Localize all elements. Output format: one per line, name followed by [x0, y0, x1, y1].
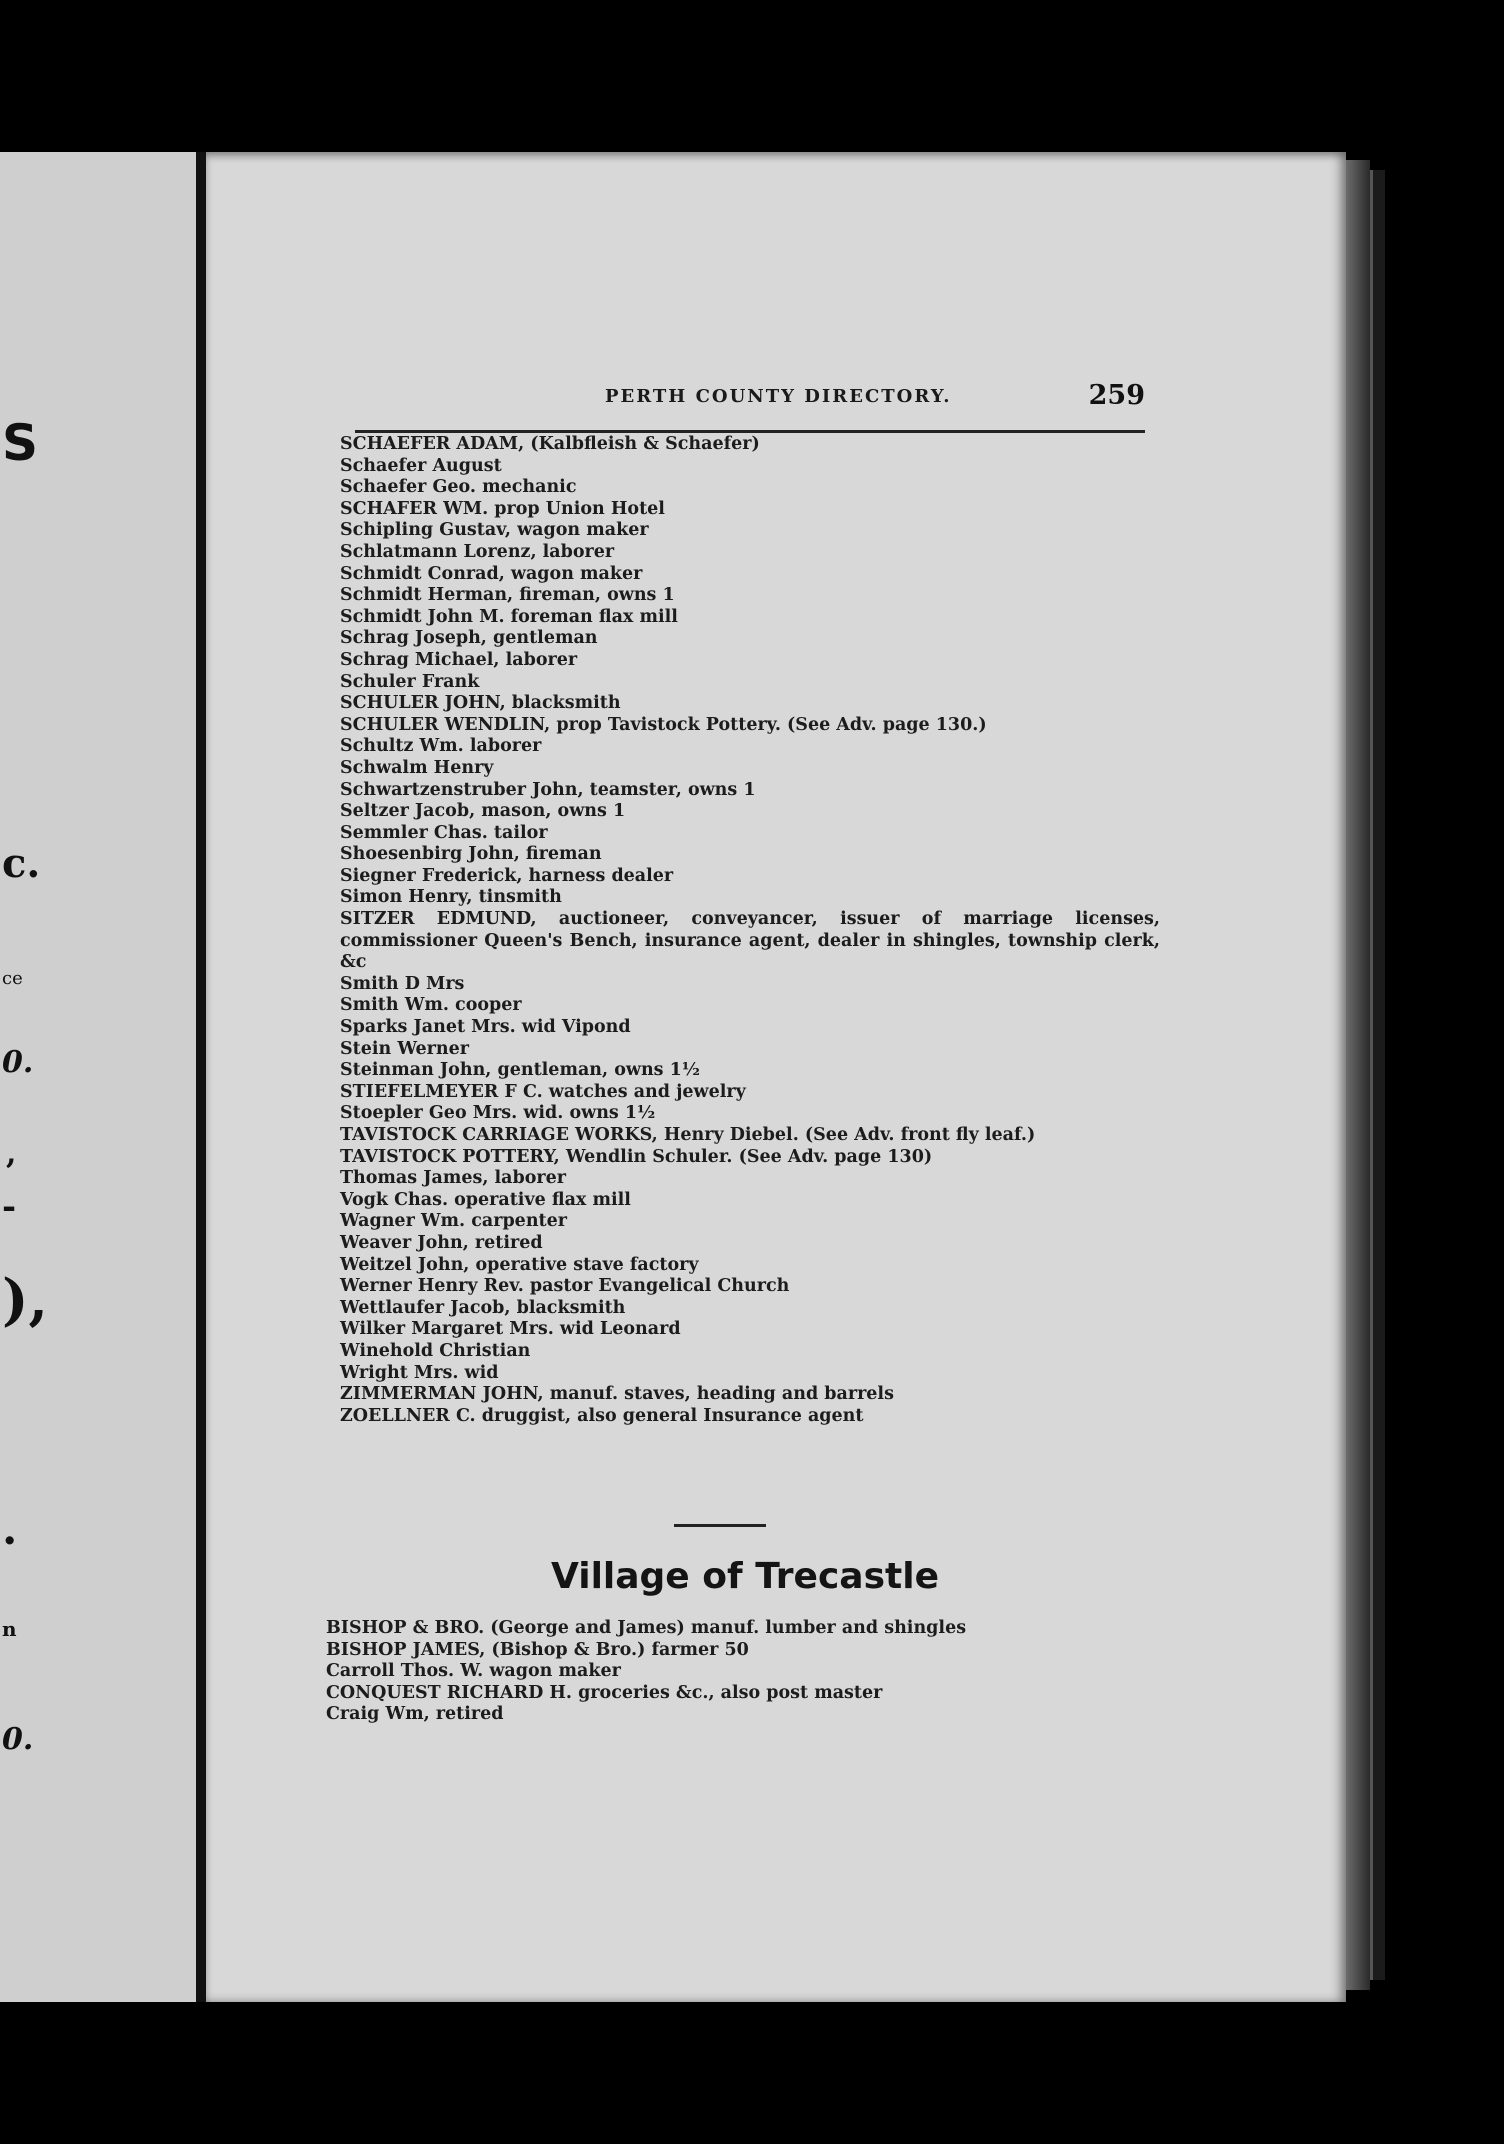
- facing-page-text: ce: [2, 968, 23, 989]
- directory-entry: Thomas James, laborer: [340, 1168, 566, 1189]
- directory-entry: Schwalm Henry: [340, 757, 494, 778]
- directory-entry: Schwartzenstruber John, teamster, owns 1: [340, 779, 756, 800]
- directory-entry: Wagner Wm. carpenter: [340, 1211, 567, 1232]
- directory-entry: Schmidt John M. foreman flax mill: [340, 606, 678, 627]
- directory-entry: Schlatmann Lorenz, laborer: [340, 541, 615, 562]
- directory-entry: Schaefer Geo. mechanic: [340, 477, 577, 498]
- directory-entry: Vogk Chas. operative flax mill: [340, 1189, 631, 1210]
- directory-entry: Werner Henry Rev. pastor Evangelical Church: [340, 1276, 790, 1297]
- section-divider: [674, 1524, 766, 1527]
- directory-entry: Schrag Joseph, gentleman: [340, 628, 598, 649]
- directory-entry: Smith D Mrs: [340, 973, 465, 994]
- directory-entry: Stein Werner: [340, 1038, 469, 1059]
- section-heading: Village of Trecastle: [551, 1556, 939, 1597]
- directory-entry: TAVISTOCK CARRIAGE WORKS, Henry Diebel. (See Adv. front fly leaf.): [340, 1125, 1036, 1145]
- directory-entry: Siegner Frederick, harness dealer: [340, 865, 674, 886]
- page-number: 259: [1088, 380, 1145, 411]
- directory-entry: SCHULER JOHN, blacksmith: [340, 693, 621, 714]
- directory-entry: Schultz Wm. laborer: [340, 736, 542, 757]
- directory-entry: Craig Wm, retired: [326, 1704, 504, 1725]
- facing-page-fragment: [0, 152, 196, 2002]
- directory-entry: Simon Henry, tinsmith: [340, 887, 562, 908]
- section-entries: [326, 1618, 1166, 1726]
- directory-entry: Wettlaufer Jacob, blacksmith: [340, 1297, 626, 1318]
- directory-entry: SCHULER WENDLIN, prop Tavistock Pottery. (See Adv. page 130.): [340, 714, 987, 735]
- directory-entry: Wright Mrs. wid: [340, 1362, 499, 1383]
- facing-page-text: n: [2, 1617, 17, 1641]
- directory-entry: SCHAFER WM. prop Union Hotel: [340, 498, 665, 519]
- directory-entry: STIEFELMEYER F C. watches and jewelry: [340, 1081, 746, 1102]
- directory-entry: BISHOP & BRO. (George and James) manuf. lumber and shingles: [326, 1618, 967, 1638]
- page-edge: [1346, 160, 1370, 1990]
- directory-entry: Sparks Janet Mrs. wid Vipond: [340, 1017, 631, 1038]
- page-header: [355, 380, 1145, 433]
- facing-page-text: 0.: [2, 1045, 34, 1080]
- book-spine: [196, 152, 206, 2002]
- facing-page-text: c.: [2, 840, 41, 887]
- directory-entry: Carroll Thos. W. wagon maker: [326, 1661, 621, 1682]
- directory-entry: BISHOP JAMES, (Bishop & Bro.) farmer 50: [326, 1639, 749, 1660]
- page-edge: [1370, 170, 1385, 1980]
- directory-entry: ZOELLNER C. druggist, also general Insurance agent: [340, 1405, 864, 1426]
- directory-entry: Weaver John, retired: [340, 1232, 543, 1253]
- directory-entry: Weitzel John, operative stave factory: [340, 1254, 699, 1275]
- facing-page-text: S: [2, 414, 39, 472]
- directory-entry: Shoesenbirg John, fireman: [340, 844, 602, 865]
- directory-entry: Seltzer Jacob, mason, owns 1: [340, 801, 626, 822]
- directory-entry: Schipling Gustav, wagon maker: [340, 520, 649, 541]
- directory-entry: Schmidt Herman, fireman, owns 1: [340, 585, 675, 606]
- running-title: PERTH COUNTY DIRECTORY.: [605, 386, 952, 407]
- directory-entry: SCHAEFER ADAM, (Kalbfleish & Schaefer): [340, 434, 760, 454]
- directory-entry: Winehold Christian: [340, 1340, 531, 1361]
- facing-page-text: ,: [6, 1136, 17, 1171]
- directory-entry: Semmler Chas. tailor: [340, 822, 548, 843]
- directory-entry: Schmidt Conrad, wagon maker: [340, 563, 643, 584]
- facing-page-text: -: [2, 1187, 17, 1227]
- directory-entry: ZIMMERMAN JOHN, manuf. staves, heading and barrels: [340, 1384, 894, 1405]
- directory-entry: Wilker Margaret Mrs. wid Leonard: [340, 1319, 681, 1340]
- directory-entry: CONQUEST RICHARD H. groceries &c., also post master: [326, 1682, 883, 1703]
- directory-entries: [340, 434, 1160, 1427]
- directory-entry: Schrag Michael, laborer: [340, 649, 578, 670]
- directory-entry: Schaefer August: [340, 455, 502, 476]
- directory-entry: TAVISTOCK POTTERY, Wendlin Schuler. (See Adv. page 130): [340, 1146, 933, 1167]
- directory-entry: Schuler Frank: [340, 671, 480, 692]
- facing-page-text: 0.: [2, 1722, 34, 1757]
- directory-entry: Stoepler Geo Mrs. wid. owns 1½: [340, 1103, 656, 1124]
- facing-page-text: .: [2, 1504, 18, 1555]
- directory-entry: Smith Wm. cooper: [340, 995, 522, 1016]
- facing-page-text: ),: [2, 1267, 48, 1333]
- directory-entry: Steinman John, gentleman, owns 1½: [340, 1060, 701, 1081]
- directory-entry: SITZER EDMUND, auctioneer, conveyancer, issuer of marriage licenses, commissioner Queen's Bench, insurance agent, dealer in shingles, township clerk, &c: [340, 909, 1160, 973]
